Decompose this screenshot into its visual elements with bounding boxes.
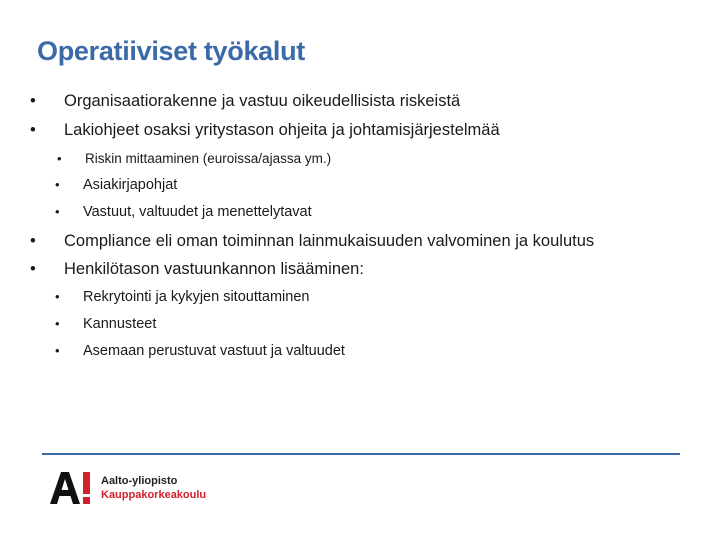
bullet-icon: •	[55, 316, 60, 331]
bullet-text: Asemaan perustuvat vastuut ja valtuudet	[83, 343, 345, 359]
sub-bullet-item	[55, 289, 309, 305]
bullet-text: Kannusteet	[83, 316, 157, 332]
bullet-icon: •	[55, 289, 60, 304]
sub-bullet-item	[55, 177, 177, 193]
bullet-text: Asiakirjapohjat	[83, 177, 178, 193]
bullet-text: Lakiohjeet osaksi yritystason ohjeita ja johtamisjärjestelmää	[64, 121, 500, 139]
bullet-icon: •	[30, 232, 36, 250]
sub-bullet-item	[55, 316, 156, 332]
logo-school-name: Kauppakorkeakoulu	[101, 489, 207, 501]
sub-bullet-item	[55, 204, 312, 220]
bullet-text: Compliance eli oman toiminnan lainmukaisuuden valvominen ja koulutus	[64, 232, 595, 250]
bullet-icon: •	[30, 260, 36, 278]
bullet-item	[30, 121, 500, 140]
bullet-item	[30, 232, 594, 251]
logo-text	[101, 474, 261, 502]
bullet-icon: •	[30, 121, 36, 139]
slide-title: Operatiiviset työkalut	[37, 36, 305, 66]
aalto-logo-mark-icon	[50, 470, 92, 506]
bullet-item	[30, 92, 460, 111]
footer-divider	[42, 453, 680, 455]
bullet-text: Henkilötason vastuunkannon lisääminen:	[64, 260, 364, 278]
logo-university-name: Aalto-yliopisto	[101, 475, 178, 487]
bullet-icon: •	[55, 177, 60, 192]
bullet-text: Organisaatiorakenne ja vastuu oikeudellisista riskeistä	[64, 92, 461, 110]
sub-bullet-item	[57, 151, 331, 166]
bullet-text: Riskin mittaaminen (euroissa/ajassa ym.)	[85, 151, 332, 166]
bullet-icon: •	[55, 204, 60, 219]
sub-bullet-item	[55, 343, 345, 359]
bullet-text: Vastuut, valtuudet ja menettelytavat	[83, 204, 312, 220]
bullet-text: Rekrytointi ja kykyjen sitouttaminen	[83, 289, 310, 305]
bullet-icon: •	[57, 151, 62, 166]
bullet-icon: •	[55, 343, 60, 358]
bullet-item	[30, 260, 364, 279]
bullet-icon: •	[30, 92, 36, 110]
